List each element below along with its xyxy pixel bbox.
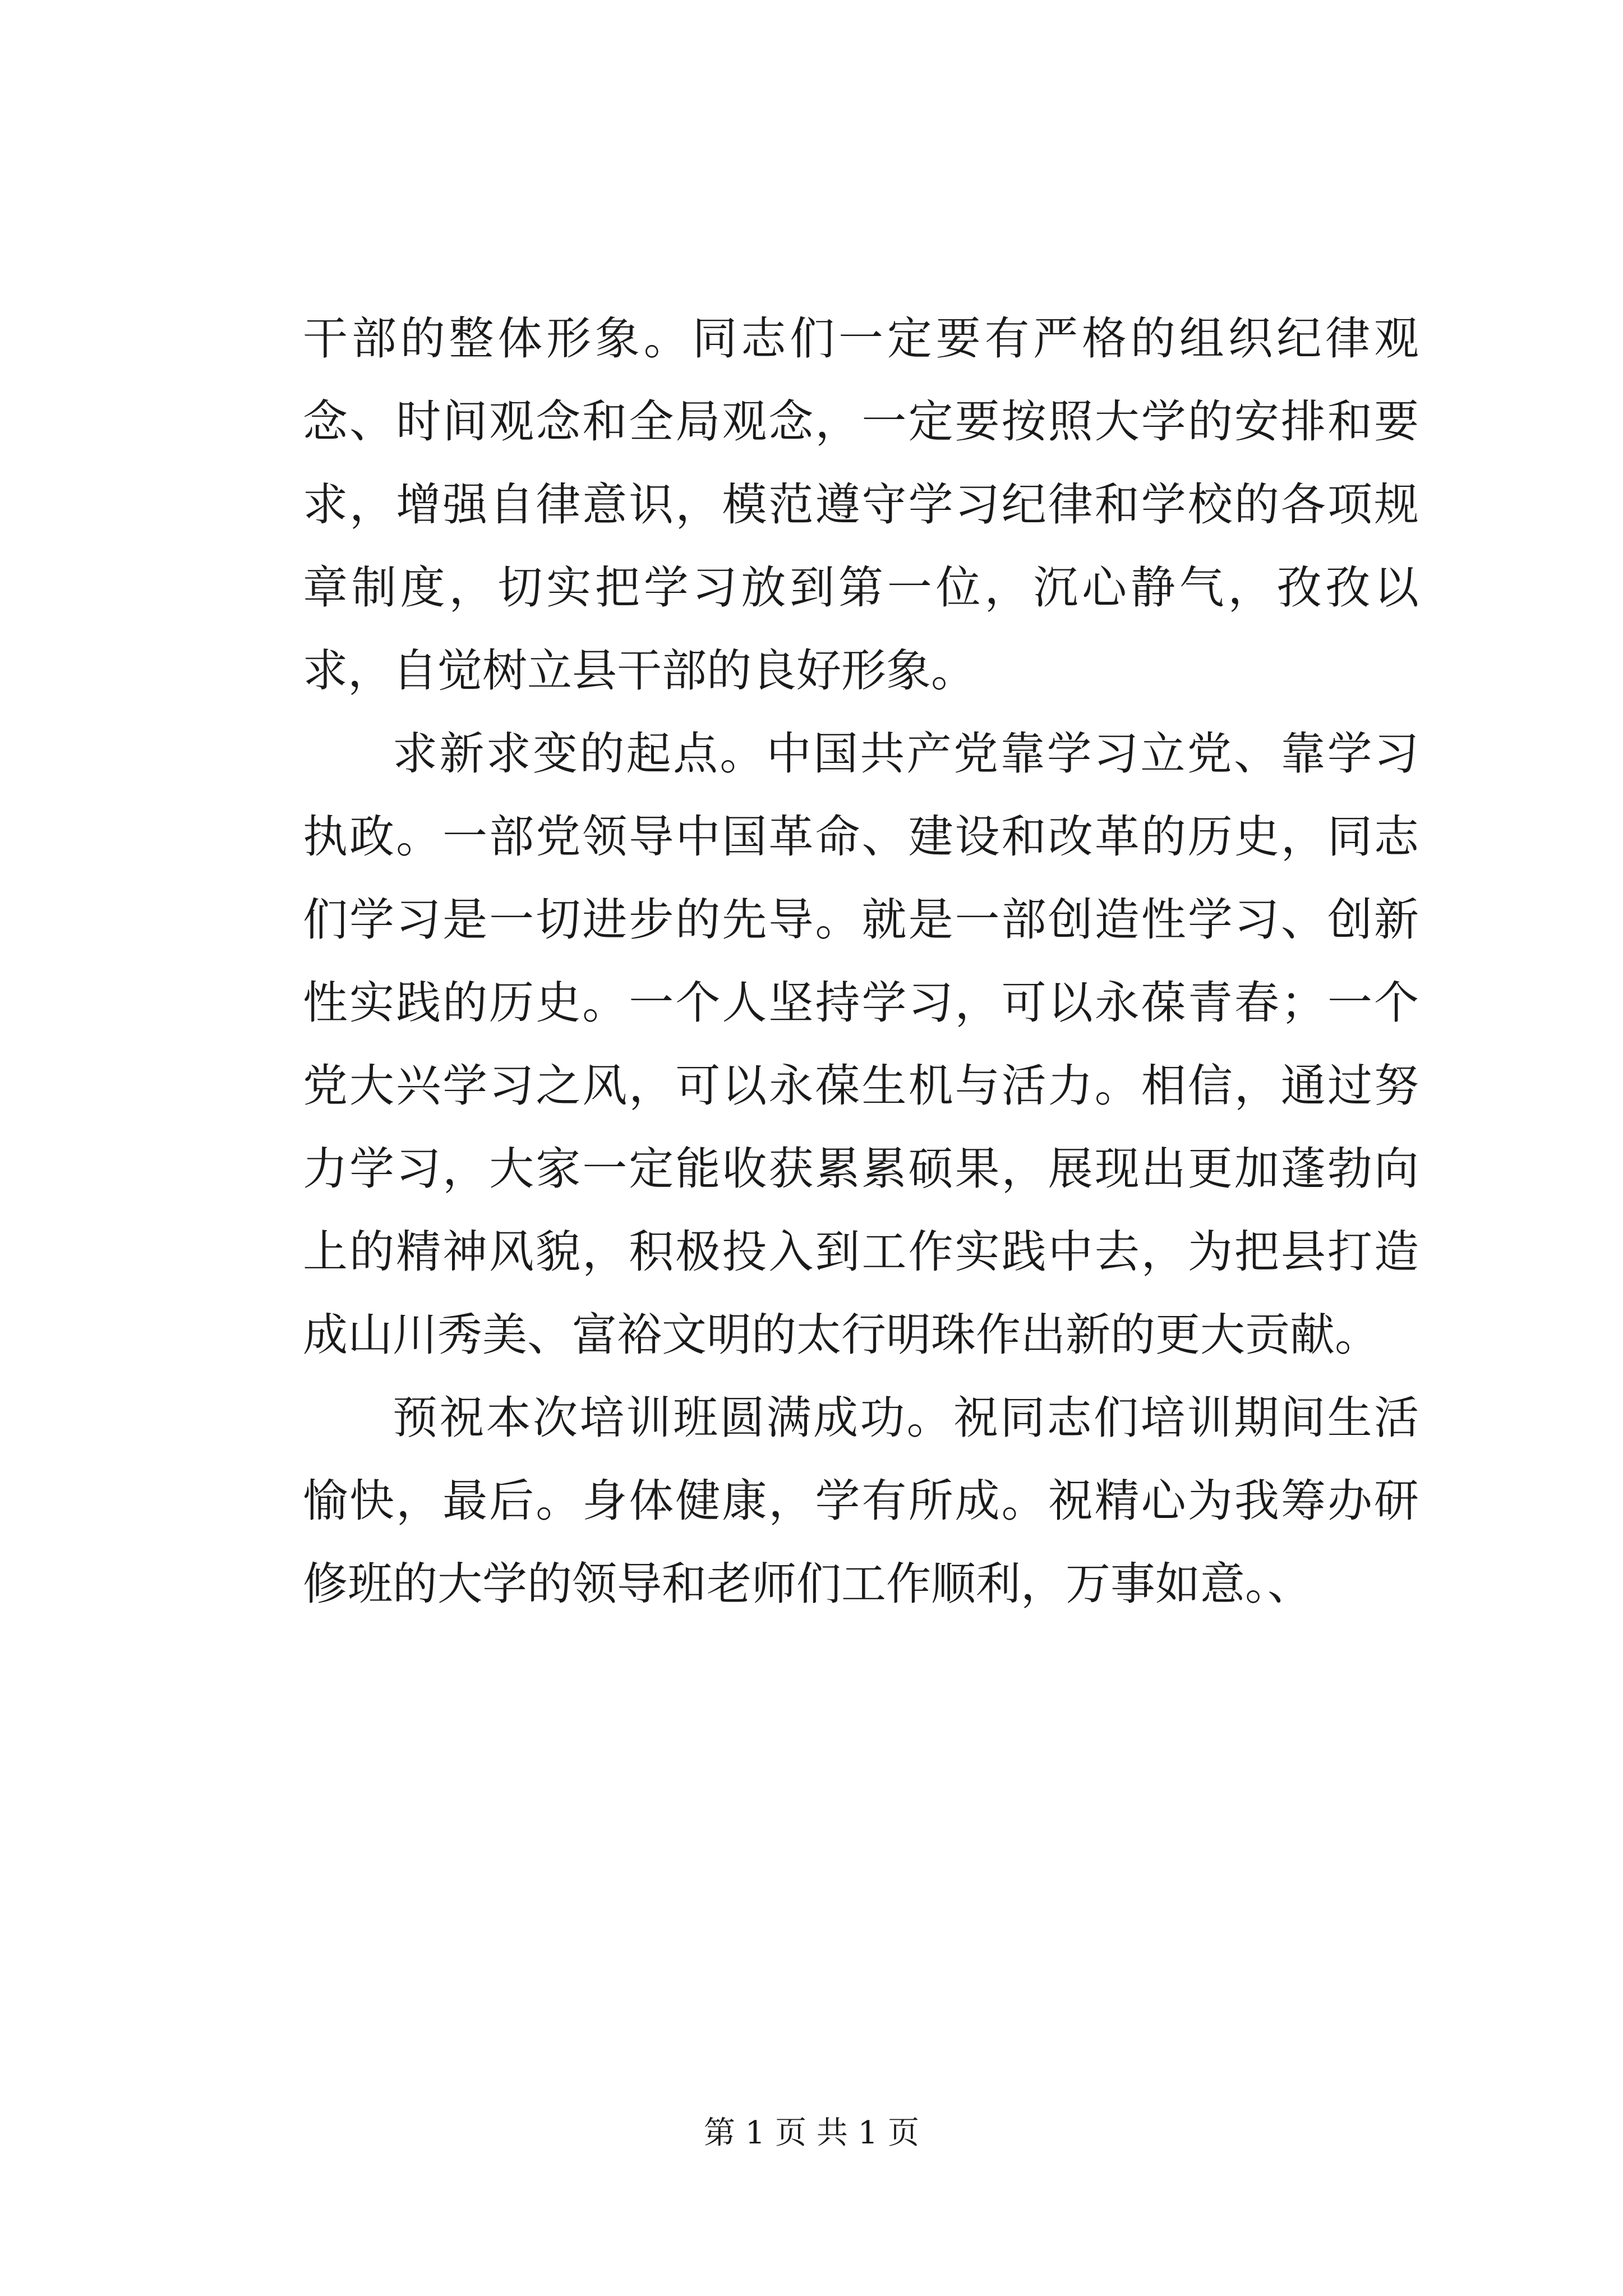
- page-number-footer: 第 1 页 共 1 页: [703, 2115, 920, 2151]
- paragraph-learning-start: 求新求变的起点。中国共产党靠学习立党、靠学习执政。一部党领导中国革命、建设和改革的历史，同志们学习是一切进步的先导。就是一部创造性学习、创新性实践的历史。一个人坚持学习，可以永葆青春；一个党大兴学习之风，可以永葆生机与活力。相信，通过努力学习，大家一定能收获累累硕果，展现出更加蓬勃向上的精神风貌，积极投入到工作实践中去，为把县打造成山川秀美、富裕文明的太行明珠作出新的更大贡献。: [303, 728, 1419, 1361]
- paragraph-continuation: 干部的整体形象。同志们一定要有严格的组织纪律观念、时间观念和全局观念，一定要按照大学的安排和要求，增强自律意识，模范遵守学习纪律和学校的各项规章制度，切实把学习放到第一位，沉心静气，孜孜以求，自觉树立县干部的良好形象。: [303, 312, 1419, 697]
- document-body: [303, 297, 1419, 1626]
- paragraph-closing-wishes: 预祝本次培训班圆满成功。祝同志们培训期间生活愉快，最后。身体健康，学有所成。祝精心为我筹办研修班的大学的领导和老师们工作顺利，万事如意。、: [303, 1392, 1419, 1610]
